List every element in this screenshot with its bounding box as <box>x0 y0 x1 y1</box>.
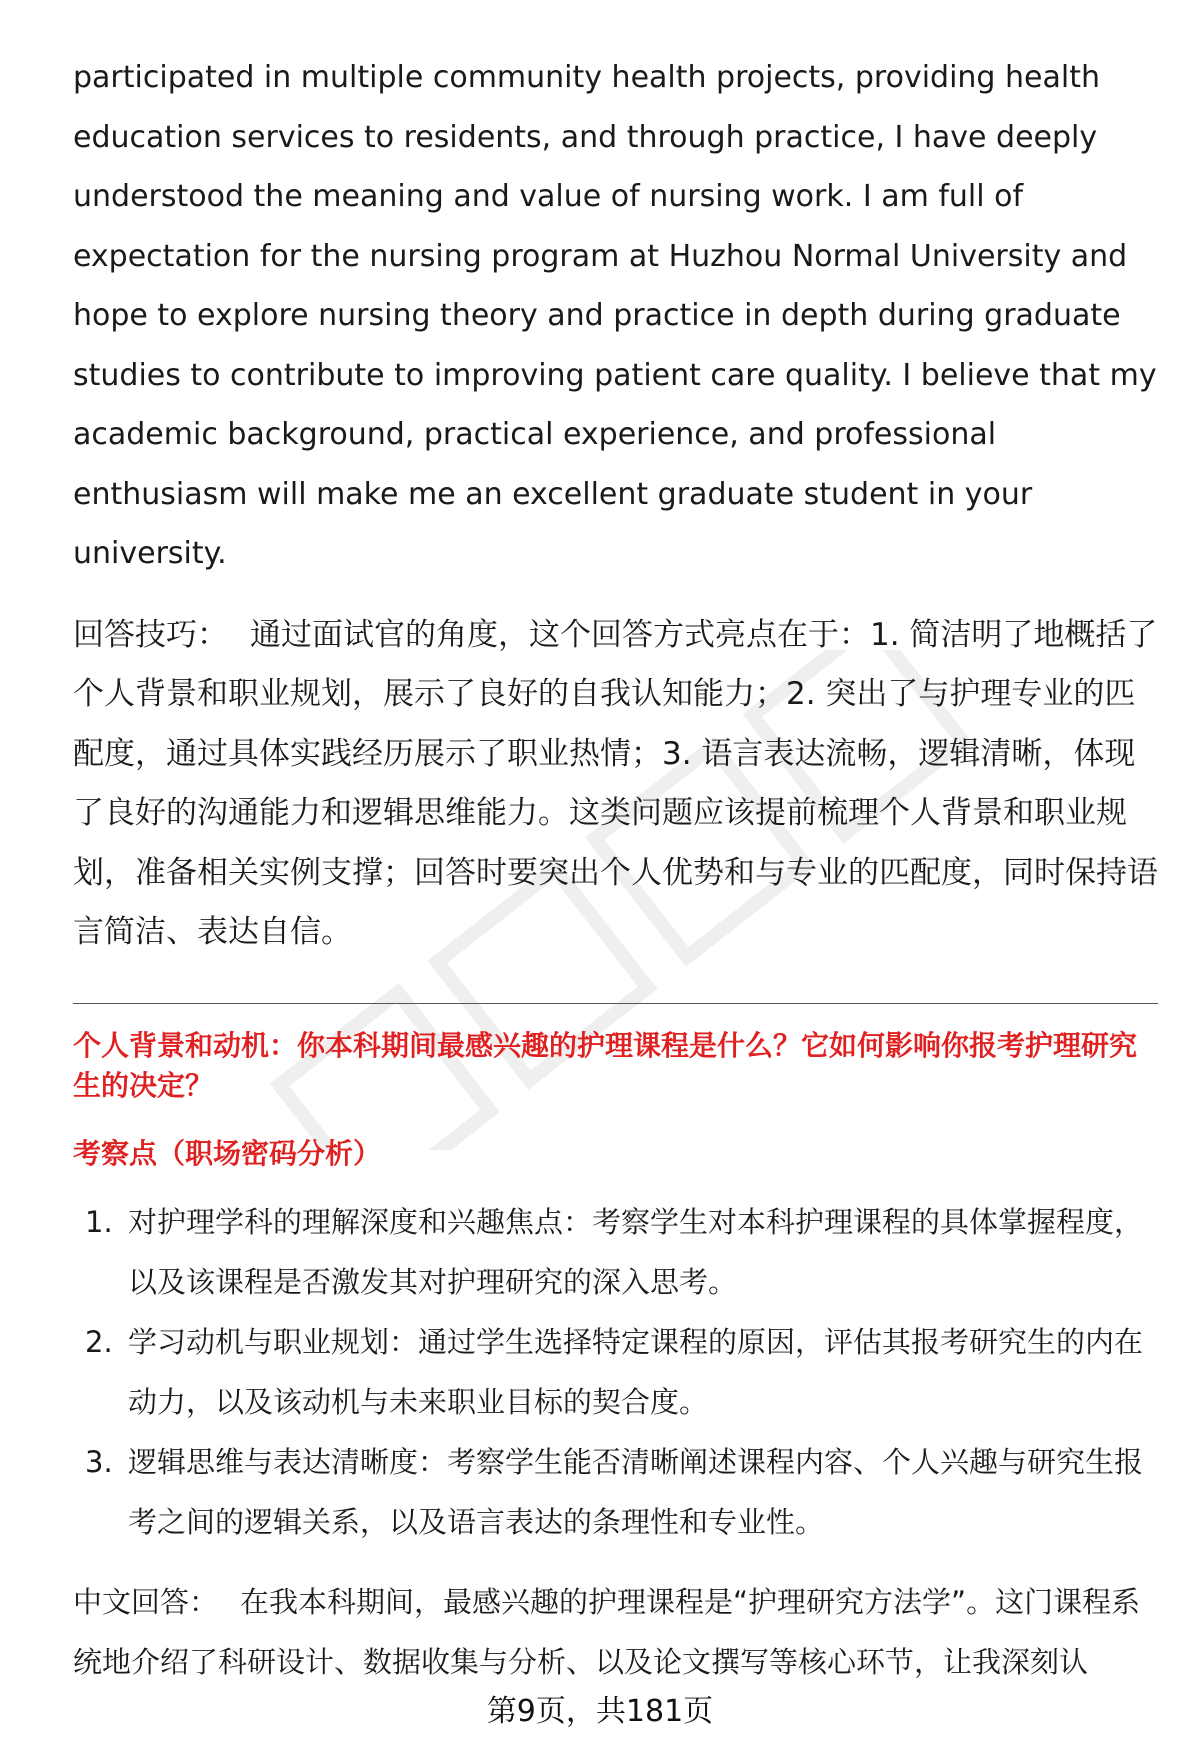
list-number: 1. <box>85 1204 113 1239</box>
list-number: 2. <box>85 1324 113 1359</box>
intro-paragraph: participated in multiple community health projects, providing health education services to residents, and through practice, I have deeply understood the meaning and value of nursing work. I am full of expectation for the nursing program at Huzhou Normal University and hope to explore nursing theory and practice in depth during graduate studies to contribute to improving patient care quality. I believe that my academic background, practical experience, and professional enthusiasm will make me an excellent graduate student in your university. <box>73 60 1157 571</box>
analysis-heading: 考察点（职场密码分析） <box>73 1136 382 1170</box>
tip-label: 回答技巧： <box>73 616 228 653</box>
section-divider <box>73 1003 1158 1004</box>
list-text: 学习动机与职业规划：通过学生选择特定课程的原因，评估其报考研究生的内在动力，以及该动机与未来职业目标的契合度。 <box>128 1324 1144 1419</box>
document-page <box>73 48 1158 1721</box>
chinese-answer <box>73 1572 1158 1692</box>
analysis-points <box>73 1192 1158 1552</box>
answer-tip <box>73 606 1158 963</box>
tip-text: 通过面试官的角度，这个回答方式亮点在于：1. 简洁明了地概括了个人背景和职业规划，展示了良好的自我认知能力；2. 突出了与护理专业的匹配度，通过具体实践经历展示了职业热情；3. 语言表达流畅，逻辑清晰，体现了良好的沟通能力和逻辑思维能力。这类问题应该提前梳理个人背景和职业规划，准备相关实例支撑；回答时要突出个人优势和与专业的匹配度，同时保持语言简洁、表达自信。 <box>73 616 1158 950</box>
answer-text: 在我本科期间，最感兴趣的护理课程是“护理研究方法学”。这门课程系统地介绍了科研设计、数据收集与分析、以及论文撰写等核心环节，让我深刻认 <box>73 1584 1141 1679</box>
list-item <box>73 1312 1158 1432</box>
question-title: 个人背景和动机：你本科期间最感兴趣的护理课程是什么？它如何影响你报考护理研究生的决定？ <box>73 1028 1138 1102</box>
answer-label: 中文回答： <box>73 1584 219 1619</box>
page-footer: 第9页，共181页 <box>486 1694 714 1729</box>
list-number: 3. <box>85 1444 113 1479</box>
list-text: 对护理学科的理解深度和兴趣焦点：考察学生对本科护理课程的具体掌握程度，以及该课程是否激发其对护理研究的深入思考。 <box>128 1204 1144 1299</box>
list-item <box>73 1192 1158 1312</box>
list-item <box>73 1432 1158 1552</box>
list-text: 逻辑思维与表达清晰度：考察学生能否清晰阐述课程内容、个人兴趣与研究生报考之间的逻辑关系，以及语言表达的条理性和专业性。 <box>128 1444 1144 1539</box>
